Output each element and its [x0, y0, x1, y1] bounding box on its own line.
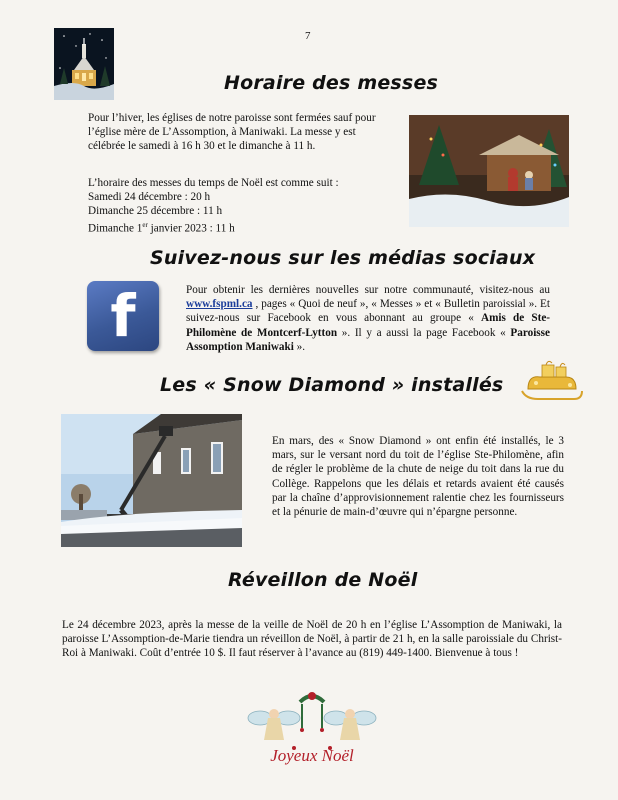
- social-text-part1: Pour obtenir les dernières nouvelles sur notre communauté, visitez-nous au: [186, 284, 550, 296]
- masses-schedule-1: Samedi 24 décembre : 20 h: [88, 191, 211, 203]
- snow-diamond-heading: Les « Snow Diamond » installés: [160, 374, 504, 396]
- nativity-scene-image: [409, 115, 569, 227]
- social-heading: Suivez-nous sur les médias sociaux: [150, 247, 536, 269]
- masses-schedule-2: Dimanche 25 décembre : 11 h: [88, 205, 223, 217]
- page-number: 7: [305, 30, 311, 42]
- masses-schedule-3-prefix: Dimanche 1: [88, 222, 143, 235]
- reveillon-heading: Réveillon de Noël: [228, 569, 418, 591]
- masses-heading: Horaire des messes: [224, 72, 439, 94]
- social-text-part2: , pages « Quoi de neuf », « Messes » et « Bulletin paroissial ». Et suivez-nous sur Facebook en vous abonnant au groupe «: [186, 298, 550, 325]
- christmas-angels-decoration: [244, 688, 380, 776]
- social-text: [186, 283, 550, 354]
- facebook-logo-icon: f: [87, 281, 159, 351]
- social-text-part3: ». Il y a aussi la page Facebook «: [337, 326, 511, 339]
- greeting-text: Joyeux Noël: [270, 746, 354, 765]
- church-roof-photo: [61, 414, 242, 547]
- gold-sleigh-icon: [516, 355, 588, 405]
- reveillon-text: Le 24 décembre 2023, après la messe de la veille de Noël de 20 h en l’église L’Assomption de Maniwaki, la paroisse L’Assomption-de-Marie tiendra un réveillon de Noël, à partir de 21 h, en la salle paroissiale du Christ-Roi à Maniwaki. Coût d’entrée 10 $. Il faut réserver à l’avance au (819) 449-1400. Bienvenue à tous !: [62, 619, 562, 660]
- social-text-part4: ».: [293, 340, 306, 353]
- snow-diamond-text: En mars, des « Snow Diamond » ont enfin été installés, le 3 mars, sur le versant nord du toit de l’église Ste-Philomène, afin de régler le problème de la chute de neige du toit dans la rue du Collège. Rappelons que les délais et retards avaient été causés par la chaîne d’approvisionnement ralentie chez les fournisseurs et la pénurie de main-d’œuvre qui n’épargne personne.: [272, 435, 564, 519]
- church-night-image: [54, 28, 114, 100]
- facebook-group-name: Amis de Ste-Philomène de Montcerf-Lytton: [186, 312, 551, 339]
- masses-intro: Pour l’hiver, les églises de notre paroisse sont fermées sauf pour l’église mère de L’Assomption, à Maniwaki. La messe y est célébrée le samedi à 16 h 30 et le dimanche à 11 h.: [88, 112, 376, 153]
- masses-schedule-3-sup: er: [142, 221, 148, 229]
- masses-christmas-lead: L’horaire des messes du temps de Noël est comme suit :: [88, 177, 339, 189]
- masses-schedule-3-suffix: janvier 2023 : 11 h: [147, 222, 235, 235]
- website-link[interactable]: www.fspml.ca: [186, 298, 253, 311]
- facebook-page-name: Paroisse Assomption Maniwaki: [186, 326, 550, 353]
- masses-schedule-3: [88, 218, 235, 236]
